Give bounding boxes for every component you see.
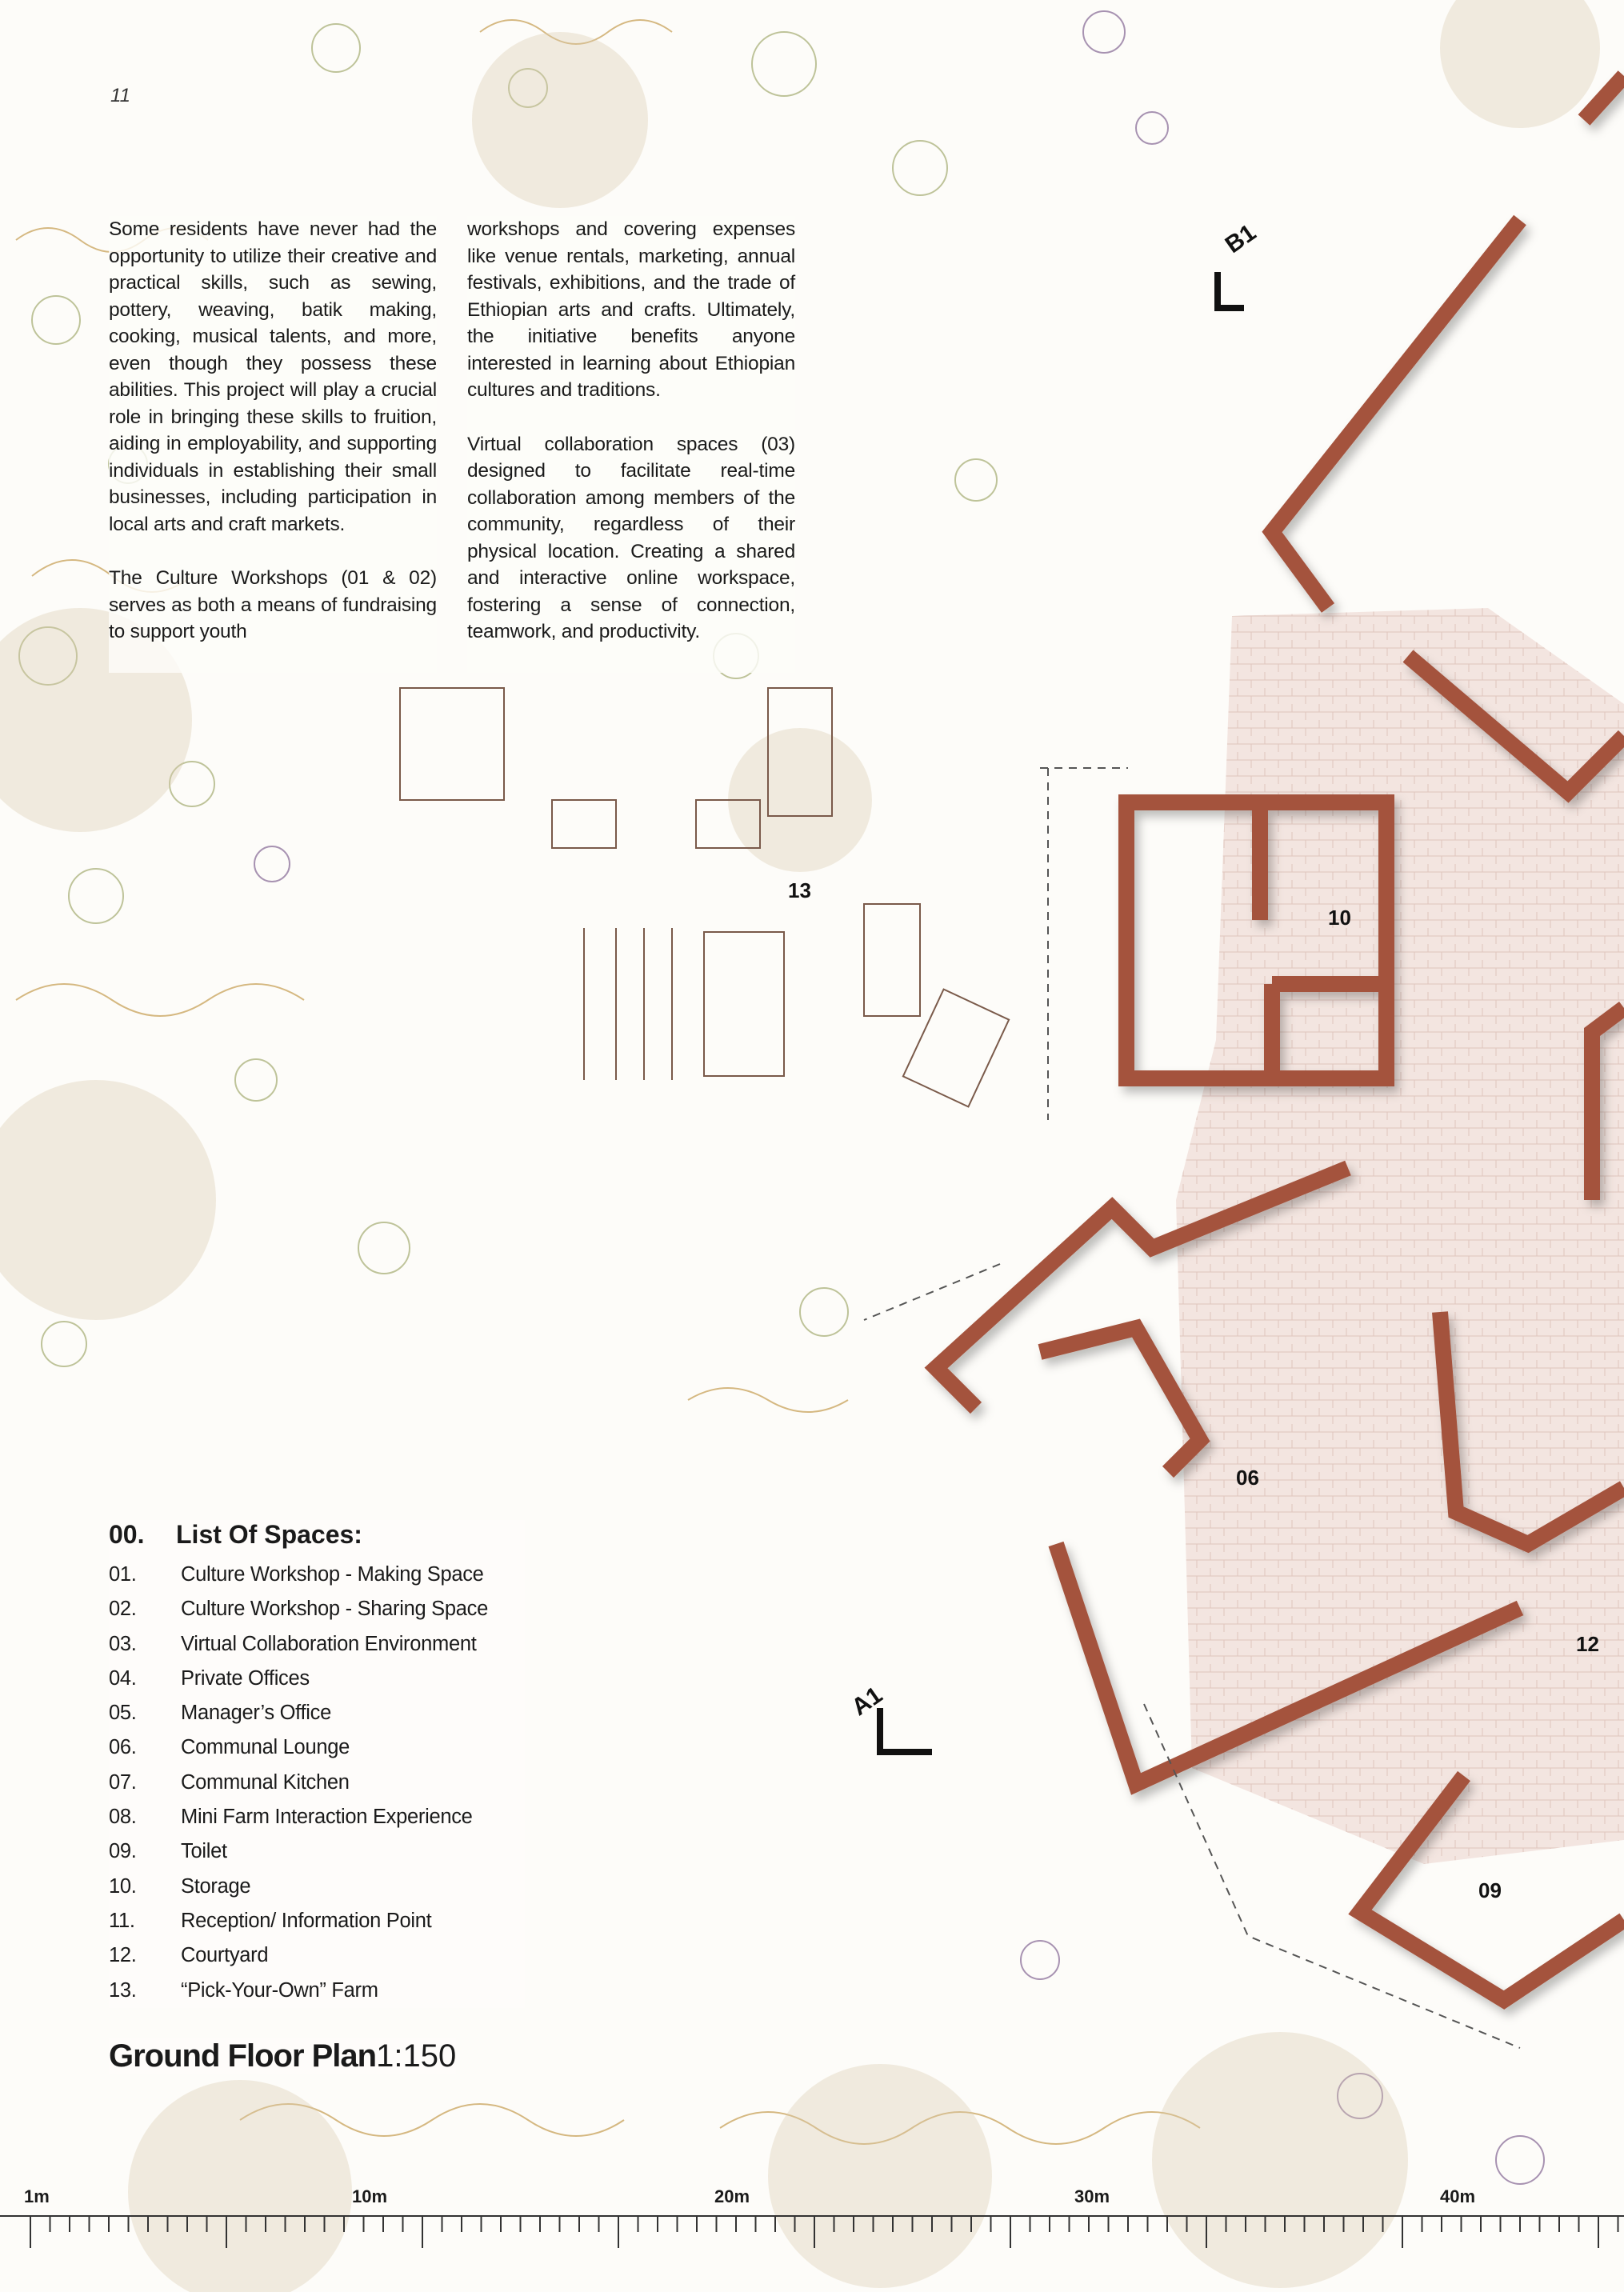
list-item-name: Courtyard [181, 1944, 269, 1967]
spaces-heading-text: List Of Spaces: [176, 1520, 362, 1549]
list-item-number: 02. [109, 1598, 137, 1621]
list-item-name: Communal Lounge [181, 1736, 350, 1759]
list-item [109, 1558, 525, 1592]
scale-bar-label: 20m [714, 2186, 750, 2206]
room-label-06: 06 [1236, 1466, 1259, 1490]
list-item-number: 13. [109, 1978, 137, 2002]
scale-bar-label: 10m [352, 2186, 388, 2206]
list-item [109, 1870, 525, 1904]
scale-bar-label: 30m [1074, 2186, 1110, 2206]
list-item [109, 1938, 525, 1973]
list-item [109, 1696, 525, 1730]
list-item-name: Toilet [181, 1840, 227, 1863]
room-label-13: 13 [788, 878, 811, 902]
list-item-number: 08. [109, 1806, 137, 1829]
list-item-number: 03. [109, 1632, 137, 1655]
spaces-heading [109, 1520, 525, 1550]
list-item [109, 1974, 525, 2008]
intro-column-1 [109, 216, 437, 673]
intro-column-2 [467, 216, 795, 673]
farm-plots [400, 688, 1009, 1106]
list-item [109, 1766, 525, 1800]
intro-paragraph-3: Virtual collaboration spaces (03) designed to facilitate real-time collaboration among members of the community, regardless of their physical location. Creating a shared and interactive online workspace, fostering a sense of connection, teamwork, and productivity. [467, 433, 795, 642]
list-item-name: Communal Kitchen [181, 1770, 350, 1794]
room-label-12: 12 [1576, 1632, 1599, 1656]
list-item [109, 1904, 525, 1938]
section-mark-b1: B1 [1220, 219, 1262, 259]
list-item-number: 05. [109, 1702, 137, 1725]
list-item-number: 12. [109, 1944, 137, 1967]
scale-bar-label: 40m [1440, 2186, 1476, 2206]
list-item-name: Culture Workshop - Sharing Space [181, 1598, 488, 1621]
list-item-name: Reception/ Information Point [181, 1909, 432, 1932]
intro-paragraph-2-cont: workshops and covering expenses like venue rentals, marketing, annual festivals, exhibitions, and the trade of Ethiopian arts and crafts. Ultimately, the initiative benefits anyone interested in learning about Ethiopian cultures and traditions. [467, 218, 795, 401]
list-item-number: 01. [109, 1563, 137, 1586]
list-item [109, 1834, 525, 1869]
list-item [109, 1662, 525, 1696]
intro-paragraph-2: The Culture Workshops (01 & 02) serves as both a means of fundraising to support youth [109, 567, 437, 642]
plan-title [109, 2038, 456, 2074]
list-of-spaces [109, 1520, 525, 2008]
room-label-10: 10 [1328, 906, 1351, 930]
list-item-name: Manager’s Office [181, 1702, 331, 1725]
list-item-name: Virtual Collaboration Environment [181, 1632, 477, 1655]
spaces-items [109, 1558, 525, 2008]
list-item [109, 1627, 525, 1662]
list-item-number: 09. [109, 1840, 137, 1863]
list-item-number: 11. [109, 1909, 135, 1932]
list-item-name: Mini Farm Interaction Experience [181, 1806, 473, 1829]
scale-bar-label: 1m [24, 2186, 50, 2206]
spaces-heading-number: 00. [109, 1520, 145, 1549]
plan-scale: 1:150 [376, 2038, 457, 2074]
list-item-number: 04. [109, 1666, 137, 1690]
page-number: 11 [110, 85, 130, 106]
list-item [109, 1592, 525, 1626]
list-item-name: Storage [181, 1874, 251, 1898]
list-item-number: 10. [109, 1874, 137, 1898]
room-label-09: 09 [1478, 1878, 1502, 1902]
list-item-number: 06. [109, 1736, 137, 1759]
list-item-name: Private Offices [181, 1666, 310, 1690]
list-item [109, 1730, 525, 1765]
list-item-name: “Pick-Your-Own” Farm [181, 1978, 378, 2002]
plan-title-text: Ground Floor Plan [109, 2038, 377, 2074]
list-item-number: 07. [109, 1770, 137, 1794]
intro-paragraph-1: Some residents have never had the opportunity to utilize their creative and practical skills, such as sewing, pottery, weaving, batik making, cooking, musical talents, and more, even though they possess these abilities. This project will play a crucial role in bringing these skills to fruition, aiding in employability, and supporting individuals in establishing their small businesses, including participation in local arts and craft markets. [109, 218, 437, 535]
section-mark-a1: A1 [846, 1682, 888, 1722]
list-item-name: Culture Workshop - Making Space [181, 1563, 484, 1586]
list-item [109, 1800, 525, 1834]
